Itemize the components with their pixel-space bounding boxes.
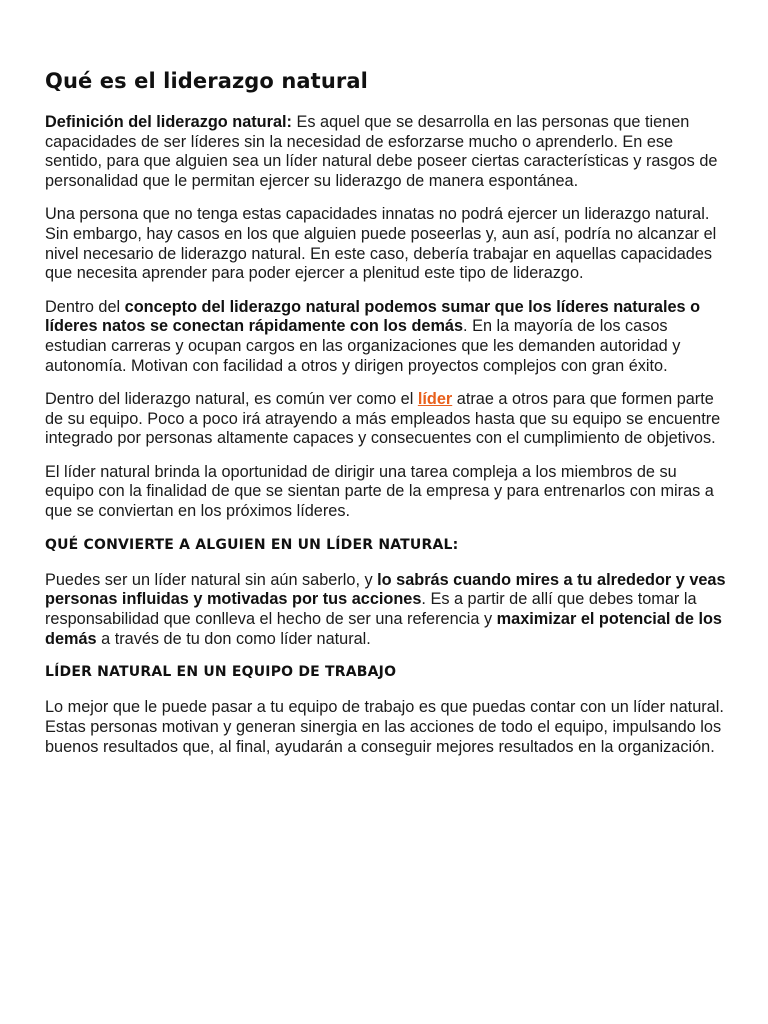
paragraph-text: a través de tu don como líder natural.	[96, 629, 371, 648]
paragraph-you-can-be	[45, 571, 727, 650]
paragraph-text: . Es a partir de allí que debes tomar la responsabilidad que conlleva el hecho de ser una referencia y	[45, 590, 697, 629]
paragraph-team	[45, 390, 727, 449]
bold-text: maximizar el potencial de los demás	[45, 610, 722, 648]
definition-label: Definición del liderazgo natural:	[45, 113, 292, 131]
page-title: Qué es el liderazgo natural	[45, 69, 368, 93]
paragraph-text: Lo mejor que le puede pasar a tu equipo de trabajo es que puedas contar con un líder natural. Estas personas motivan y generan sinergia en las acciones de todo el equipo, impulsando los buenos resultados que, al final, ayudarán a conseguir mejores resultados en la organización.	[45, 698, 724, 756]
paragraph-opportunity	[45, 463, 727, 522]
bold-text: concepto del liderazgo natural podemos sumar que los líderes naturales o líderes natos se conectan rápidamente con los demás	[45, 297, 701, 336]
paragraph-text: Dentro del	[45, 297, 125, 316]
paragraph-concept	[45, 298, 727, 377]
document-page	[45, 66, 727, 771]
paragraph-text: Dentro del liderazgo natural, es común ver como el	[45, 389, 418, 408]
paragraph-text: El líder natural brinda la oportunidad de dirigir una tarea compleja a los miembros de su equipo con la finalidad de que se sientan parte de la empresa y para entrenarlos con miras a que se conviertan en los próximos líderes.	[45, 462, 714, 520]
section-heading-team-leader: LÍDER NATURAL EN UN EQUIPO DE TRABAJO	[45, 664, 397, 681]
paragraph-text: Una persona que no tenga estas capacidades innatas no podrá ejercer un liderazgo natural. Sin embargo, hay casos en los que alguien puede poseerlas y, aun así, podría no alcanzar el nivel necesario de liderazgo natural. En este caso, debería trabajar en aquellas capacidades que necesita aprender para poder ejercer a plenitud este tipo de liderazgo.	[45, 205, 717, 283]
paragraph-best-thing	[45, 698, 727, 757]
paragraph-innate-capacities	[45, 205, 727, 284]
paragraph-text: atrae a otros para que formen parte de su equipo. Poco a poco irá atrayendo a más empleados hasta que su equipo se encuentre integrado por personas altamente capaces y consecuentes con el cumplimiento de objetivos.	[45, 389, 721, 448]
paragraph-text: . En la mayoría de los casos estudian carreras y ocupan cargos en las organizaciones que les demanden autoridad y autonomía. Motivan con facilidad a otros y dirigen proyectos complejos con gran éxito.	[45, 317, 681, 375]
section-heading-what-makes: QUÉ CONVIERTE A ALGUIEN EN UN LÍDER NATURAL:	[45, 536, 459, 553]
paragraph-text: Puedes ser un líder natural sin aún saberlo, y	[45, 570, 378, 589]
bold-text: lo sabrás cuando mires a tu alrededor y veas personas influidas y motivadas por tus acciones	[45, 570, 726, 609]
lider-link[interactable]: líder	[417, 389, 453, 408]
paragraph-definition	[45, 113, 727, 192]
paragraph-text: Es aquel que se desarrolla en las personas que tienen capacidades de ser líderes sin la necesidad de esforzarse mucho o aprenderlo. En ese sentido, para que alguien sea un líder natural debe poseer ciertas características y rasgos de personalidad que le permitan ejercer su liderazgo de manera espontánea.	[45, 113, 718, 191]
